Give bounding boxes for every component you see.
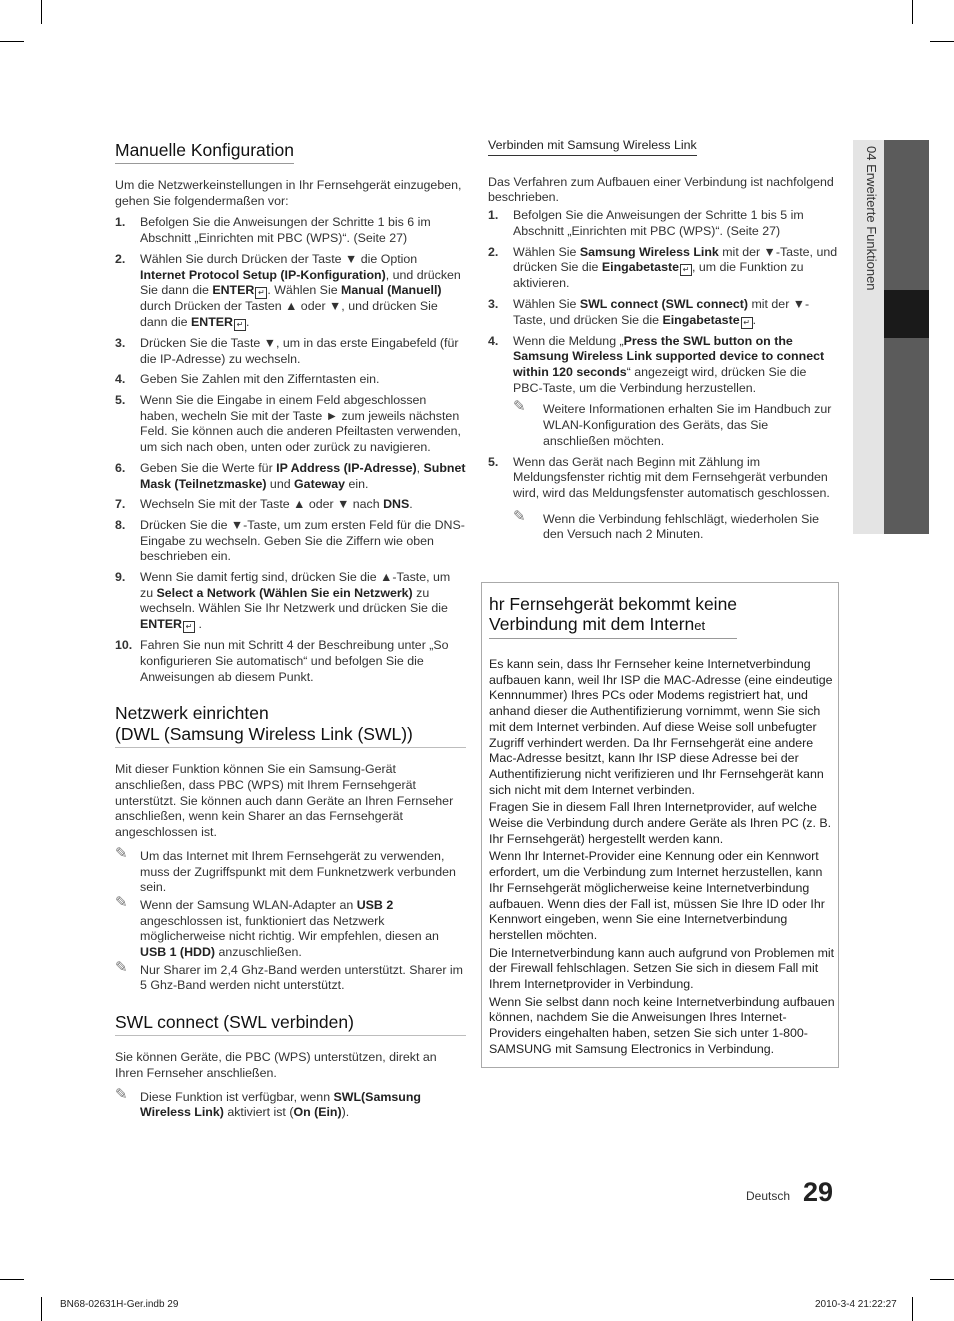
note: ✎ Wenn der Samsung WLAN-Adapter an USB 2 angeschlossen ist, funktioniert das Netzwerk möglicherweise nicht richtig. Wir empfehlen, diesen an USB 1 (HDD) anzuschließen. bbox=[115, 893, 439, 960]
pencil-note-icon: ✎ bbox=[513, 507, 526, 525]
chapter-tab-label: 04 Erweiterte Funktionen bbox=[864, 146, 879, 291]
pencil-note-icon: ✎ bbox=[115, 893, 128, 911]
section-intro: Um die Netzwerkeinstellungen in Ihr Fernsehgerät einzugeben, gehen Sie folgendermaßen vor: bbox=[115, 178, 462, 208]
list-item: 7. Wechseln Sie mit der Taste ▲ oder ▼ nach DNS. bbox=[115, 497, 413, 512]
right-column bbox=[488, 138, 838, 548]
crop-mark bbox=[912, 1297, 913, 1321]
enter-key-icon: ↵ bbox=[234, 319, 246, 331]
pencil-note-icon: ✎ bbox=[115, 844, 128, 862]
list-item: 6. Geben Sie die Werte für IP Address (IP-Adresse), Subnet Mask (Teilnetzmaske) und Gateway ein. bbox=[115, 460, 466, 491]
list-item: 5. Wenn das Gerät nach Beginn mit Zählung im Meldungsfenster richtig mit dem Fernsehgerät verbunden wird, wird das Meldungsfenster automatisch geschlossen. ✎ Wenn die Verbindung fehlschlägt, wiederholen Sie den Versuch nach 2 Minuten. bbox=[488, 455, 838, 544]
chapter-tab-block bbox=[884, 338, 929, 534]
list-item: 4. Wenn die Meldung „Press the SWL button on the Samsung Wireless Link supported device to connect within 120 seconds“ angezeigt wird, drücken Sie die PBC-Taste, um die Verbindung herzustellen. ✎ Weitere Informationen erhalten Sie im Handbuch zur WLAN-Konfiguration des Geräts, das Sie anschließen möchten. bbox=[488, 334, 838, 450]
subsection-intro: Das Verfahren zum Aufbauen einer Verbindung ist nachfolgend beschrieben. bbox=[488, 174, 834, 205]
box-title: hr Fernsehgerät bekommt keine Verbindung mit dem Internet bbox=[489, 594, 737, 639]
list-item: 2. Wählen Sie durch Drücken der Taste ▼ die Option Internet Protocol Setup (IP-Konfiguration), und drücken Sie dann die ENTER ↵ . Wählen Sie Manual (Manuell) durch Drücken der Tasten ▲ oder ▼, und drücken Sie dann die ENTER ↵ . bbox=[115, 251, 461, 329]
enter-key-icon: ↵ bbox=[255, 287, 267, 299]
section-title: SWL connect (SWL verbinden) bbox=[115, 1012, 354, 1033]
section-intro: Sie können Geräte, die PBC (WPS) unterstützen, direkt an Ihren Fernseher anschließen. bbox=[115, 1050, 437, 1080]
box-paragraph: Wenn Sie selbst dann noch keine Internetverbindung aufbauen können, nachdem Sie die Anweisungen Ihres Internet-Providers eingehalten haben, setzen Sie sich unter 1-800-SAMSUNG mit Samsung Electronics in Verbindung. bbox=[489, 994, 835, 1056]
pencil-note-icon: ✎ bbox=[115, 958, 128, 976]
section-title-line2: (DWL (Samsung Wireless Link (SWL)) bbox=[115, 724, 413, 745]
box-text bbox=[489, 657, 836, 1058]
list-item: 10. Fahren Sie nun mit Schritt 4 der Beschreibung unter „So konfigurieren Sie automatisch“ und befolgen Sie die Anweisungen ab diesem Punkt. bbox=[115, 638, 449, 684]
list-item: 4. Geben Sie Zahlen mit den Zifferntasten ein. bbox=[115, 372, 380, 387]
list-item: 3. Drücken Sie die Taste ▼, um in das erste Eingabefeld (für die IP-Adresse) zu wechseln. bbox=[115, 335, 459, 366]
box-paragraph: Wenn Ihr Internet-Provider eine Kennung oder ein Kennwort erfordert, um die Verbindung zum Internet herzustellen, kann Ihr Fernsehgerät möglicherweise keine Internetverbindung aufbauen. Wenn dies der Fall ist, müssen Sie Ihre ID oder Ihr Kennwort eingeben, wenn Sie eine Internetverbindung herstellen möchten. bbox=[489, 849, 825, 942]
note: ✎ Um das Internet mit Ihrem Fernsehgerät zu verwenden, muss der Zugriffspunkt mit dem Funknetzwerk verbunden sein. bbox=[115, 844, 456, 895]
section-heading-swl bbox=[115, 703, 466, 748]
footer-language: Deutsch bbox=[746, 1189, 791, 1203]
box-paragraph: Die Internetverbindung kann auch aufgrund von Problemen mit der Firewall fehlschlagen. Setzen Sie sich in diesem Fall mit Ihrem Internetprovider in Verbindung. bbox=[489, 945, 835, 992]
note: ✎ Diese Funktion ist verfügbar, wenn SWL(Samsung Wireless Link) aktiviert ist (On (Ein)). bbox=[115, 1085, 421, 1120]
crop-mark bbox=[0, 1279, 24, 1280]
crop-mark bbox=[930, 1279, 954, 1280]
step-list bbox=[488, 208, 838, 543]
step-list bbox=[115, 215, 466, 685]
list-item: 3. Wählen Sie SWL connect (SWL connect) mit der ▼-Taste, und drücken Sie die Eingabetaste ↵ . bbox=[488, 296, 810, 327]
troubleshooting-box bbox=[481, 582, 839, 1068]
list-item: 2. Wählen Sie Samsung Wireless Link mit der ▼-Taste, und drücken Sie die Eingabetaste ↵ , um die Funktion zu aktivieren. bbox=[488, 244, 838, 291]
enter-key-icon: ↵ bbox=[741, 317, 753, 329]
list-item: 5. Wenn Sie die Eingabe in einem Feld abgeschlossen haben, wecheln Sie mit der Taste ► zum jeweils nächsten Feld. Sie können auch die anderen Pfeiltasten verwenden, um sich nach oben, unten oder zurück zu navigieren. bbox=[115, 393, 461, 455]
section-title-line1: Netzwerk einrichten bbox=[115, 703, 269, 724]
chapter-tab-block bbox=[884, 140, 929, 290]
enter-key-icon: ↵ bbox=[680, 264, 692, 276]
pencil-note-icon: ✎ bbox=[513, 398, 526, 416]
note: ✎ Nur Sharer im 2,4 Ghz-Band werden unterstützt. Sharer im 5 Ghz-Band werden nicht unterstützt. bbox=[115, 958, 463, 993]
list-item: 8. Drücken Sie die ▼-Taste, um zum ersten Feld für die DNS-Eingabe zu wechseln. Geben Sie die Ziffern wie oben beschrieben ein. bbox=[115, 517, 465, 564]
print-info-file: BN68-02631H-Ger.indb 29 bbox=[60, 1299, 179, 1310]
note: ✎ Wenn die Verbindung fehlschlägt, wiederholen Sie den Versuch nach 2 Minuten. bbox=[513, 507, 819, 542]
crop-mark bbox=[41, 1297, 42, 1321]
page-number: 29 bbox=[803, 1177, 834, 1207]
enter-key-icon: ↵ bbox=[183, 621, 195, 633]
chapter-tab-active-block bbox=[884, 290, 929, 338]
print-info-date: 2010-3-4 21:22:27 bbox=[815, 1299, 897, 1310]
crop-mark bbox=[930, 41, 954, 42]
list-item: 1. Befolgen Sie die Anweisungen der Schritte 1 bis 6 im Abschnitt „Einrichten mit PBC (WPS)“. (Seite 27) bbox=[115, 215, 431, 246]
section-intro: Mit dieser Funktion können Sie ein Samsung-Gerät anschließen, dass PBC (WPS) mit Ihrem Fernsehgerät unterstützt. Sie können auch dann Geräte an Ihren Fernseher anschließen, wenn kein Sharer an das Fernsehgerät angeschlossen ist. bbox=[115, 762, 454, 840]
box-paragraph: Es kann sein, dass Ihr Fernseher keine Internetverbindung aufbauen kann, weil Ihr ISP die MAC-Adresse (eine eindeutige Kennnummer) Ihres PCs oder Modems registriert hat, und anhand dieser die Authentifizierung vornimmt, wenn Sie sich mit dem Internet verbinden. Auf diese Weise soll unbefugter Zugriff verhindert werden. Da Ihr Fernsehgerät eine andere Mac-Adresse besitzt, kann Ihr ISP diese Adresse bei der Authentifizierung nicht verifizieren und Ihr Fernsehgerät kann sich nicht mit dem Internet verbinden. bbox=[489, 657, 833, 797]
box-paragraph: Fragen Sie in diesem Fall Ihren Internetprovider, auf welche Weise die Verbindung durch andere Geräte als Ihren PC (z. B. Ihr Fernsehgerät) hergestellt werden kann. bbox=[489, 800, 832, 846]
chapter-tab bbox=[855, 146, 883, 446]
note: ✎ Weitere Informationen erhalten Sie im Handbuch zur WLAN-Konfiguration des Geräts, das Sie anschließen möchten. bbox=[513, 398, 832, 448]
crop-mark bbox=[41, 0, 42, 24]
pencil-note-icon: ✎ bbox=[115, 1085, 128, 1103]
left-column bbox=[115, 138, 466, 1121]
crop-mark bbox=[0, 41, 24, 42]
section-title-manual-config: Manuelle Konfiguration bbox=[115, 140, 294, 164]
crop-mark bbox=[912, 0, 913, 24]
section-heading-swl-connect bbox=[115, 1012, 466, 1036]
subsection-title: Verbinden mit Samsung Wireless Link bbox=[488, 138, 697, 156]
list-item: 9. Wenn Sie damit fertig sind, drücken Sie die ▲-Taste, um zu Select a Network (Wählen Sie ein Netzwerk) zu wechseln. Wählen Sie Ihr Netzwerk und drücken Sie die ENTER ↵ . bbox=[115, 570, 451, 632]
list-item: 1. Befolgen Sie die Anweisungen der Schritte 1 bis 5 im Abschnitt „Einrichten mit PBC (WPS)“. (Seite 27) bbox=[488, 208, 804, 238]
